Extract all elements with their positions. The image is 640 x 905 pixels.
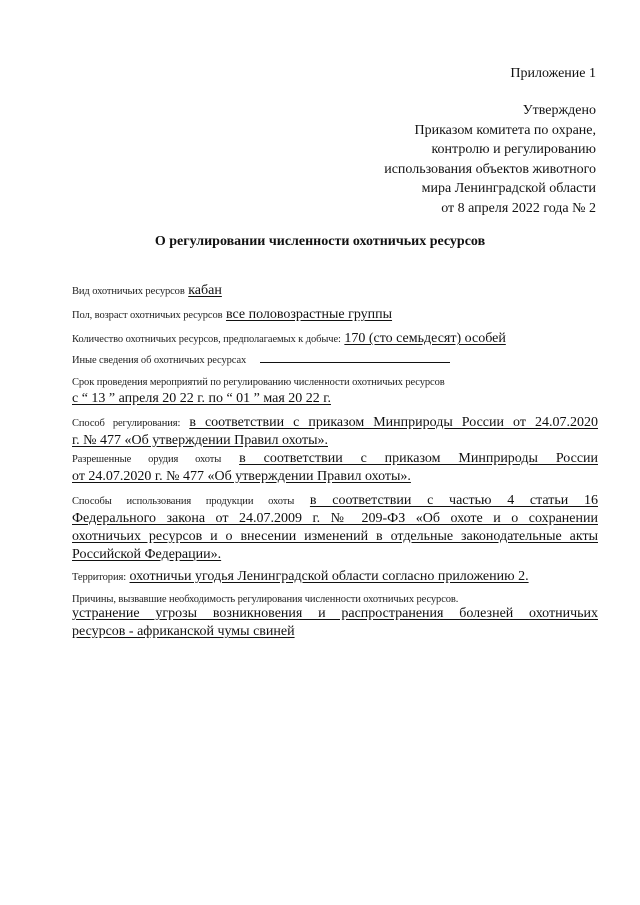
field-label: Иные сведения об охотничьих ресурсах — [72, 355, 247, 366]
field-period-value — [72, 389, 598, 409]
field-label: Разрешенные орудия охоты — [72, 454, 222, 465]
field-value: от 24.07.2020 г. № 477 «Об утверждении Правил охоты». — [72, 469, 411, 484]
approval-line-2: Приказом комитета по охране, — [414, 122, 596, 138]
approval-line-4: использования объектов животного — [384, 161, 596, 177]
field-label: Причины, вызвавшие необходимость регулирования численности охотничьих ресурсов. — [72, 594, 459, 605]
field-value: в соответствии с приказом Минприроды России от 24.07.2020 — [189, 415, 599, 430]
field-label: Срок проведения мероприятий по регулированию численности охотничьих ресурсов — [72, 377, 445, 388]
field-label: Способы использования продукции охоты — [72, 496, 295, 507]
field-product-use-cont-1: Федерального закона от 24.07.2009 г. № 209-ФЗ «Об охоте и о сохранении — [72, 511, 598, 526]
field-label: Территория: — [72, 572, 127, 583]
field-label: Вид охотничьих ресурсов — [72, 286, 185, 297]
field-value: в соответствии с частью 4 статьи 16 — [309, 493, 598, 508]
field-value: с “ 13 ” апреля 20 22 г. по “ 01 ” мая 20 22 г. — [72, 391, 331, 406]
field-resource-type — [72, 281, 598, 302]
field-value: г. № 477 «Об утверждении Правил охоты». — [72, 433, 328, 448]
field-label: Пол, возраст охотничьих ресурсов — [72, 310, 223, 321]
approval-line-1: Утверждено — [522, 103, 596, 118]
field-label: Способ регулирования: — [72, 418, 181, 429]
field-value: охотничьи угодья Ленинградской области согласно приложению 2. — [129, 569, 529, 584]
field-reasons-value-1: устранение угрозы возникновения и распространения болезней охотничьих — [72, 606, 598, 621]
field-value: ресурсов - африканской чумы свиней — [72, 624, 295, 639]
field-method-cont — [72, 431, 598, 451]
approval-line-5: мира Ленинградской области — [421, 181, 596, 196]
approval-line-6: от 8 апреля 2022 года № 2 — [441, 200, 596, 216]
field-product-use-cont-2: охотничьих ресурсов и о внесении изменений в отдельные законодательные акты — [72, 529, 598, 544]
field-value: кабан — [188, 283, 222, 298]
approval-line-3: контролю и регулированию — [431, 142, 596, 157]
field-territory — [72, 567, 598, 588]
field-sex-age — [72, 305, 598, 326]
field-product-use-cont-3 — [72, 545, 598, 565]
field-reasons-value-2 — [72, 622, 598, 642]
field-weapons-cont — [72, 467, 598, 487]
approval-block — [384, 101, 596, 218]
appendix-label: Приложение 1 — [510, 66, 596, 81]
document-title: О регулировании численности охотничьих ресурсов — [154, 234, 486, 249]
field-value: в соответствии с приказом Минприроды России — [239, 451, 599, 466]
field-value: 170 (сто семьдесят) особей — [344, 331, 506, 346]
field-value: Российской Федерации». — [72, 547, 222, 562]
field-quantity — [72, 329, 598, 350]
blank-line — [260, 350, 450, 363]
field-value: все половозрастные группы — [225, 307, 393, 322]
field-label: Количество охотничьих ресурсов, предполагаемых к добыче: — [72, 334, 341, 345]
field-other-info — [72, 350, 598, 371]
